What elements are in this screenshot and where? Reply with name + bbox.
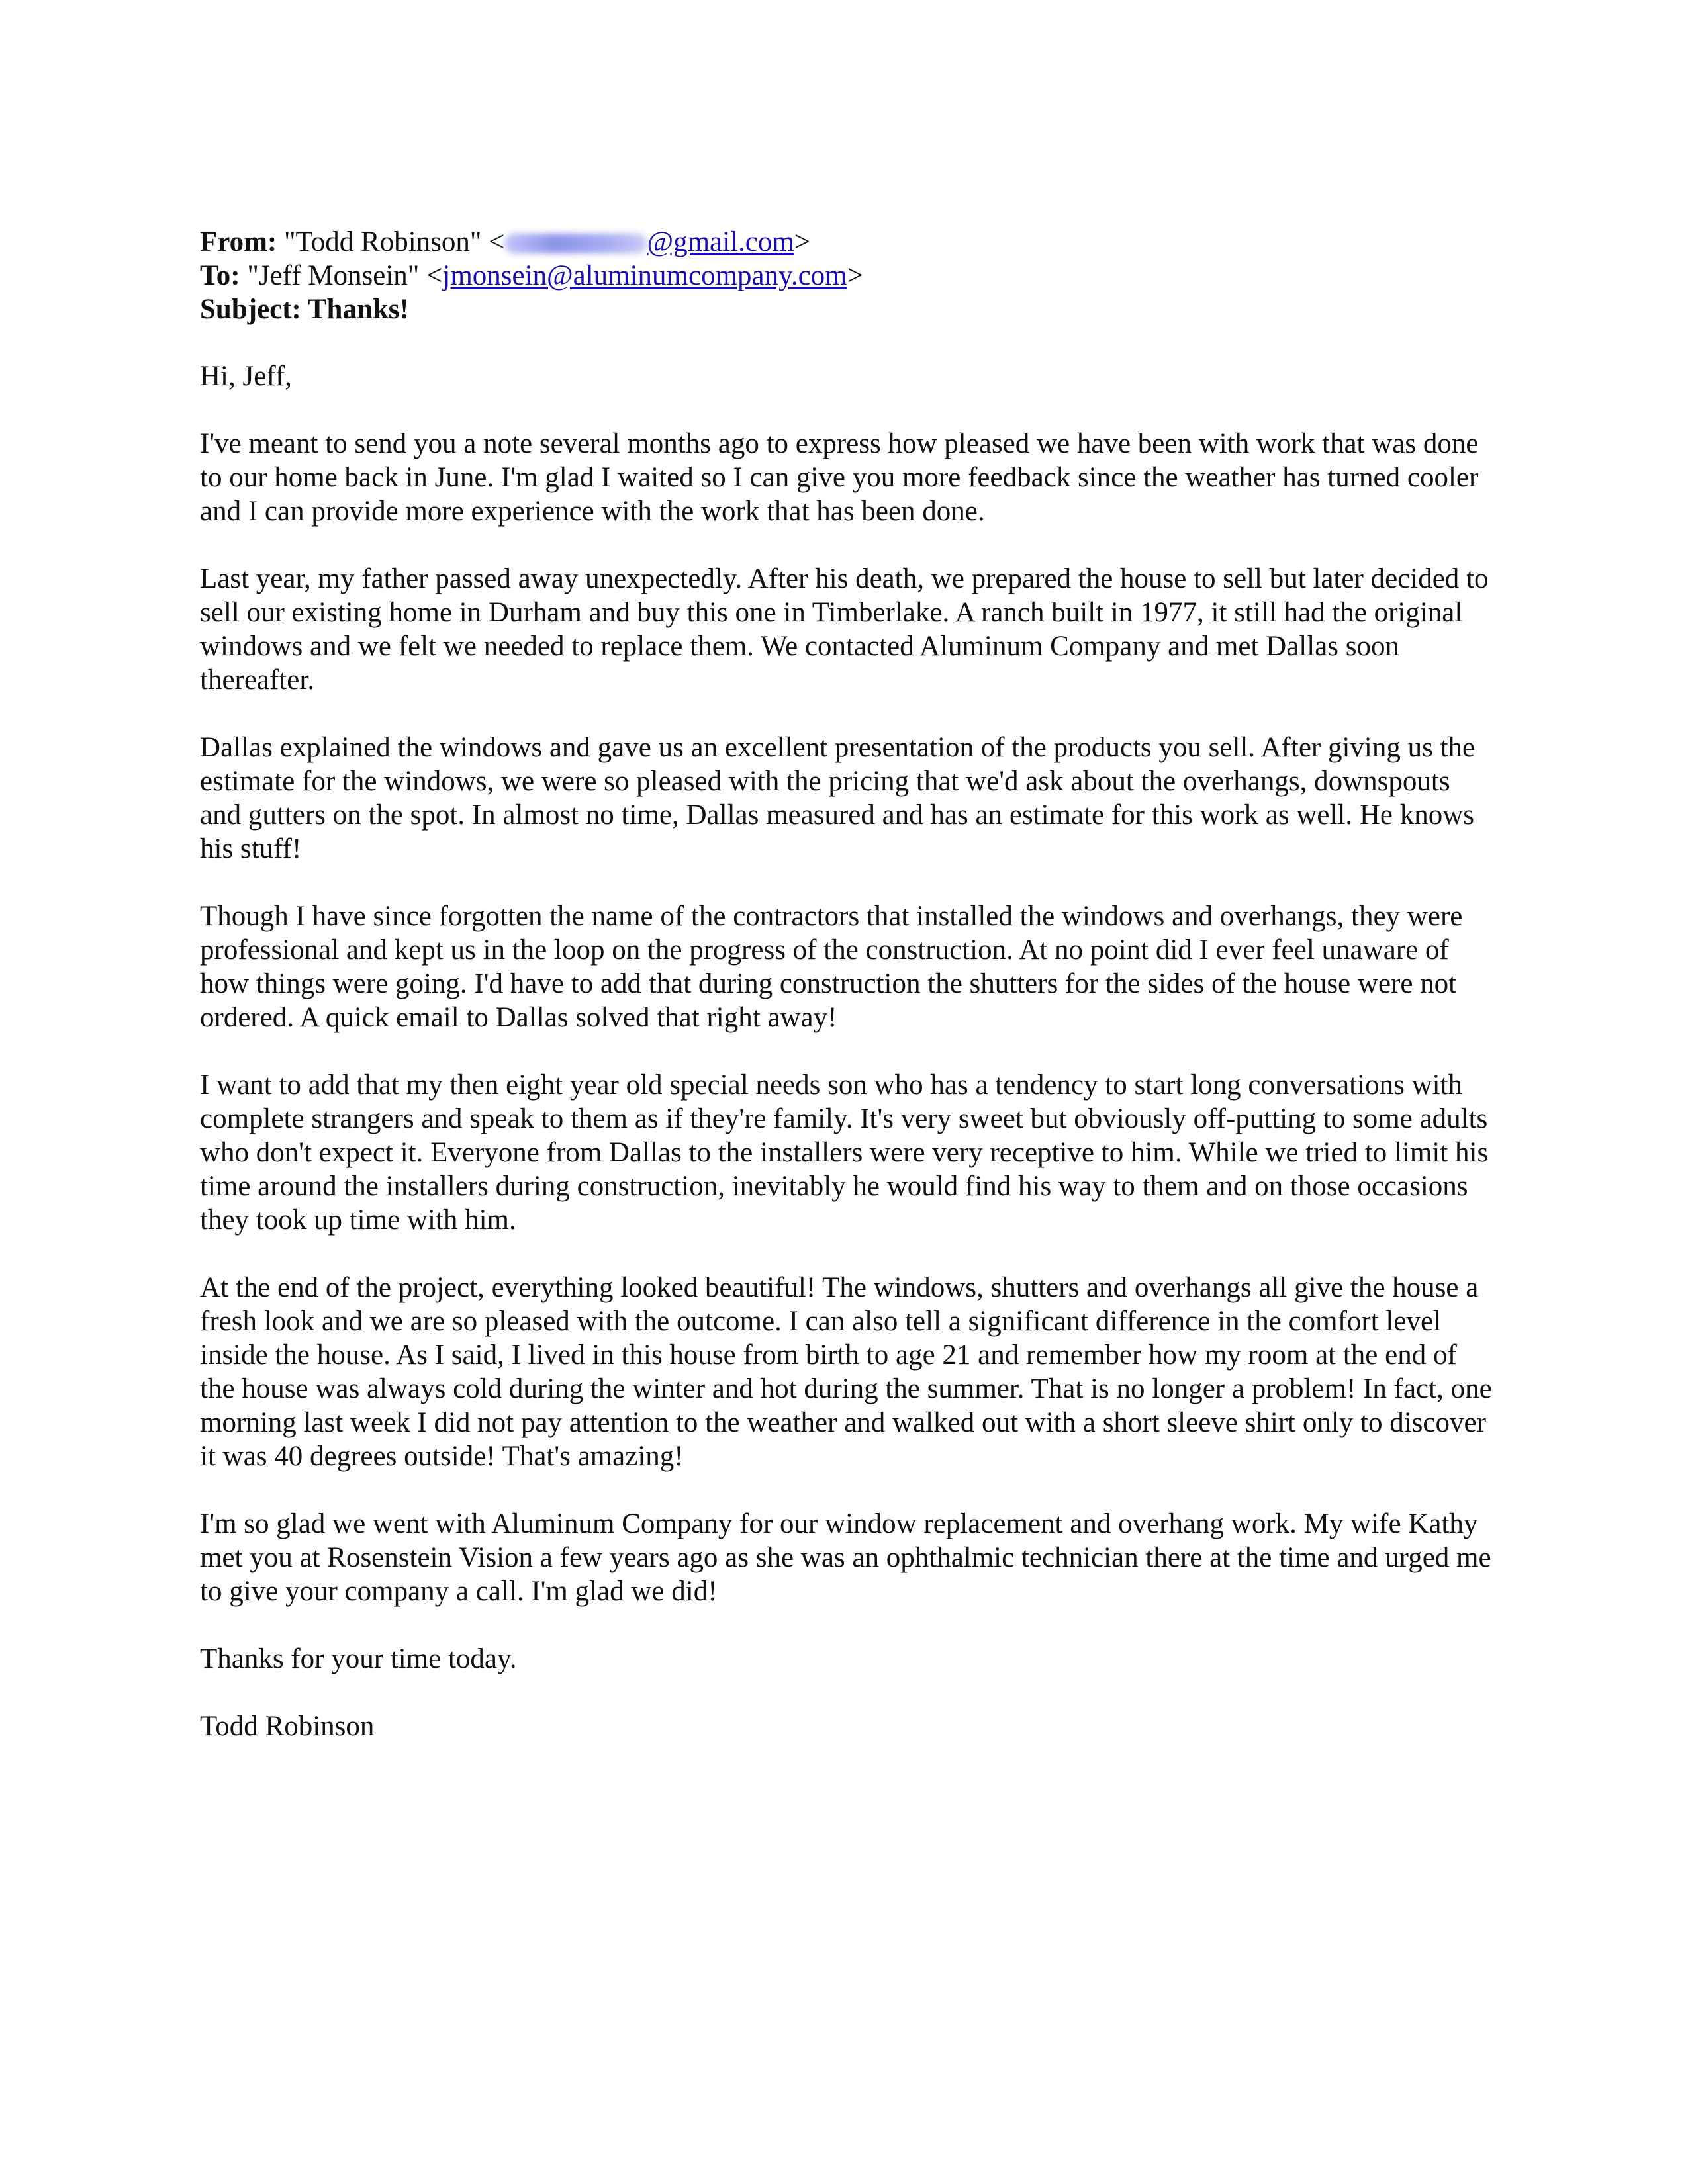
to-name: "Jeff Monsein" <box>247 260 420 291</box>
email-document <box>200 225 1497 1743</box>
to-label: To: <box>200 260 240 291</box>
to-email-link[interactable]: jmonsein@aluminumcompany.com <box>442 260 847 291</box>
subject-line <box>200 293 1497 326</box>
from-email-domain: @gmail.com <box>647 226 794 257</box>
body-paragraph: Though I have since forgotten the name of the contractors that installed the windows and overhangs, they were professional and kept us in the loop on the progress of the construction. At no point did I ever feel unaware of how things were going. I'd have to add that during construction the shutters for the sides of the house were not ordered. A quick email to Dallas solved that right away! <box>200 901 1463 1033</box>
closing-line: Thanks for your time today. <box>200 1643 517 1674</box>
body-paragraph: At the end of the project, everything looked beautiful! The windows, shutters and overhangs all give the house a fresh look and we are so pleased with the outcome. I can also tell a significant difference in the comfort level inside the house. As I said, I lived in this house from birth to age 21 and remember how my room at the end of the house was always cold during the winter and hot during the summer. That is no longer a problem! In fact, one morning last week I did not pay attention to the weather and walked out with a short sleeve shirt only to discover it was 40 degrees outside! That's amazing! <box>200 1272 1492 1472</box>
from-name: "Todd Robinson" <box>283 226 482 257</box>
body-paragraph: Last year, my father passed away unexpectedly. After his death, we prepared the house to sell but later decided to sell our existing home in Durham and buy this one in Timberlake. A ranch built in 1977, it still had the original windows and we felt we needed to replace them. We contacted Aluminum Company and met Dallas soon thereafter. <box>200 563 1489 696</box>
from-label: From: <box>200 226 277 257</box>
from-angle-open: < <box>489 226 505 257</box>
from-line <box>200 225 1497 259</box>
body-paragraph: I'm so glad we went with Aluminum Company for our window replacement and overhang work. My wife Kathy met you at Rosenstein Vision a few years ago as she was an ophthalmic technician there at the time and urged me to give your company a call. I'm glad we did! <box>200 1508 1491 1607</box>
greeting: Hi, Jeff, <box>200 361 292 392</box>
body-paragraph: I want to add that my then eight year old special needs son who has a tendency to start long conversations with complete strangers and speak to them as if they're family. It's very sweet but obviously off-putting to some adults who don't expect it. Everyone from Dallas to the installers were very receptive to him. While we tried to limit his time around the installers during construction, inevitably he would find his way to them and on those occasions they took up time with him. <box>200 1069 1489 1236</box>
signature: Todd Robinson <box>200 1711 375 1742</box>
to-line <box>200 259 1497 293</box>
subject-label: Subject: <box>200 294 301 325</box>
body-paragraph: I've meant to send you a note several months ago to express how pleased we have been with work that was done to our home back in June. I'm glad I waited so I can give you more feedback since the weather has turned cooler and I can provide more experience with the work that has been done. <box>200 428 1479 527</box>
to-angle-close: > <box>847 260 863 291</box>
body-paragraph: Dallas explained the windows and gave us an excellent presentation of the products you sell. After giving us the estimate for the windows, we were so pleased with the pricing that we'd ask about the overhangs, downspouts and gutters on the spot. In almost no time, Dallas measured and has an estimate for this work as well. He knows his stuff! <box>200 732 1476 864</box>
subject-text: Thanks! <box>307 294 409 325</box>
redacted-username <box>504 234 647 253</box>
from-email-link[interactable] <box>504 226 794 257</box>
to-angle-open: < <box>426 260 443 291</box>
from-angle-close: > <box>794 226 811 257</box>
